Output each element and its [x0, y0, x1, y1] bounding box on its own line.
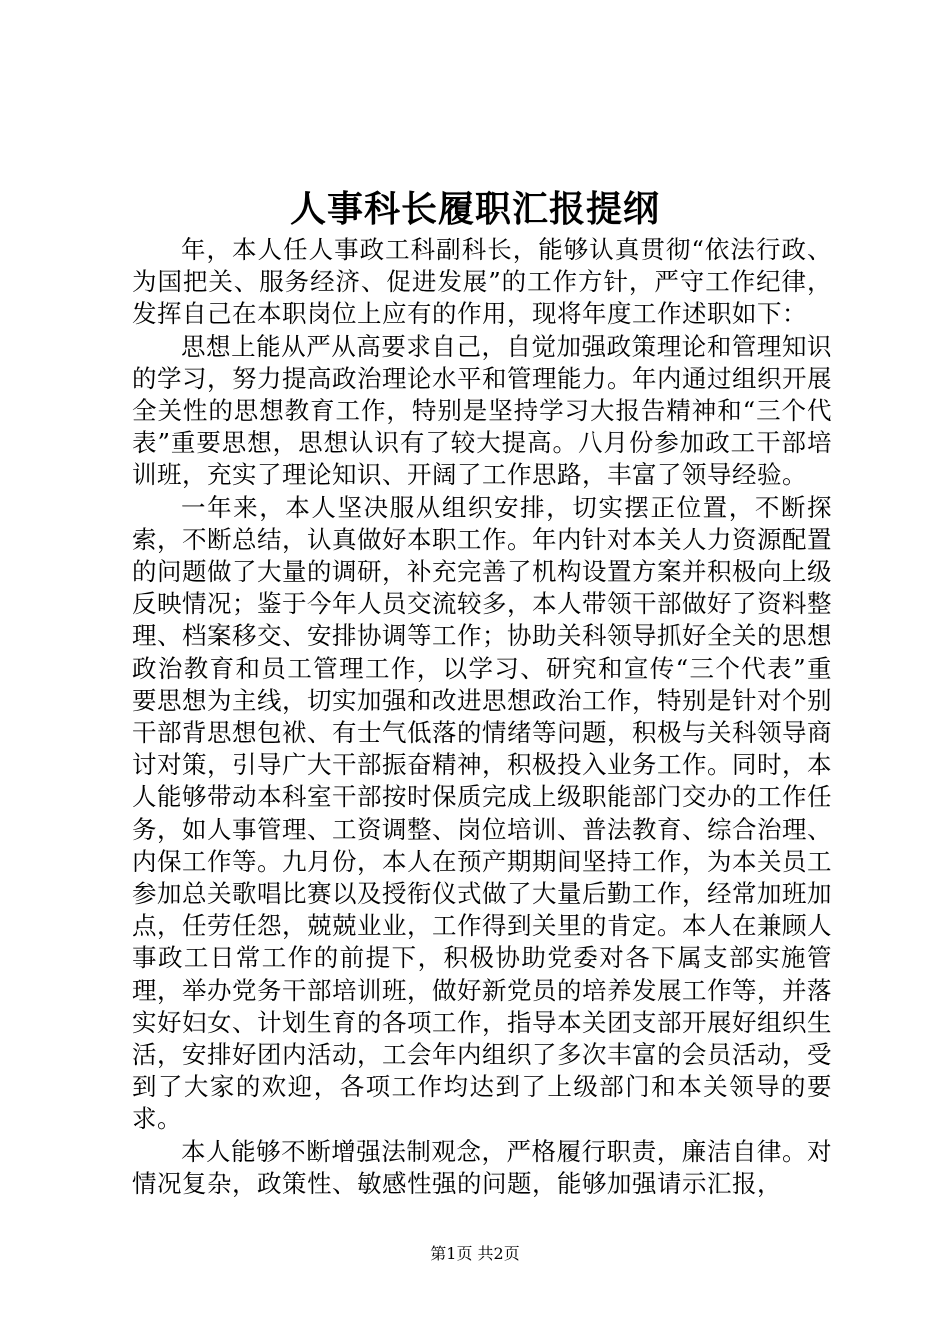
paragraph-discipline: 本人能够不断增强法制观念，严格履行职责，廉洁自律。对情况复杂，政策性、敏感性强的问题，能够加强请示汇报， [132, 1136, 832, 1198]
paragraph-intro: 年，本人任人事政工科副科长，能够认真贯彻“依法行政、为国把关、服务经济、促进发展”的工作方针，严守工作纪律，发挥自己在本职岗位上应有的作用，现将年度工作述职如下： [132, 235, 832, 329]
document-body [132, 234, 832, 1200]
page-footer: 第1页 共2页 [430, 1244, 520, 1263]
document-title: 人事科长履职汇报提纲 [289, 188, 660, 230]
paragraph-thought: 思想上能从严从高要求自己，自觉加强政策理论和管理知识的学习，努力提高政治理论水平和管理能力。年内通过组织开展全关性的思想教育工作，特别是坚持学习大报告精神和“三个代表”重要思想，思想认识有了较大提高。八月份参加政工干部培训班，充实了理论知识、开阔了工作思路，丰富了领导经验。 [132, 331, 832, 490]
paragraph-work: 一年来，本人坚决服从组织安排，切实摆正位置，不断探索，不断总结，认真做好本职工作。年内针对本关人力资源配置的问题做了大量的调研，补充完善了机构设置方案并积极向上级反映情况；鉴于今年人员交流较多，本人带领干部做好了资料整理、档案移交、安排协调等工作；协助关科领导抓好全关的思想政治教育和员工管理工作，以学习、研究和宣传“三个代表”重要思想为主线，切实加强和改进思想政治工作，特别是针对个别干部背思想包袱、有士气低落的情绪等问题，积极与关科领导商讨对策，引导广大干部振奋精神，积极投入业务工作。同时，本人能够带动本科室干部按时保质完成上级职能部门交办的工作任务，如人事管理、工资调整、岗位培训、普法教育、综合治理、内保工作等。九月份，本人在预产期期间坚持工作，为本关员工参加总关歌唱比赛以及授衔仪式做了大量后勤工作，经常加班加点，任劳任怨，兢兢业业，工作得到关里的肯定。本人在兼顾人事政工日常工作的前提下，积极协助党委对各下属支部实施管理，举办党务干部培训班，做好新党员的培养发展工作等，并落实好妇女、计划生育的各项工作，指导本关团支部开展好组织生活，安排好团内活动，工会年内组织了多次丰富的会员活动，受到了大家的欢迎，各项工作均达到了上级部门和本关领导的要求。 [132, 492, 832, 1134]
